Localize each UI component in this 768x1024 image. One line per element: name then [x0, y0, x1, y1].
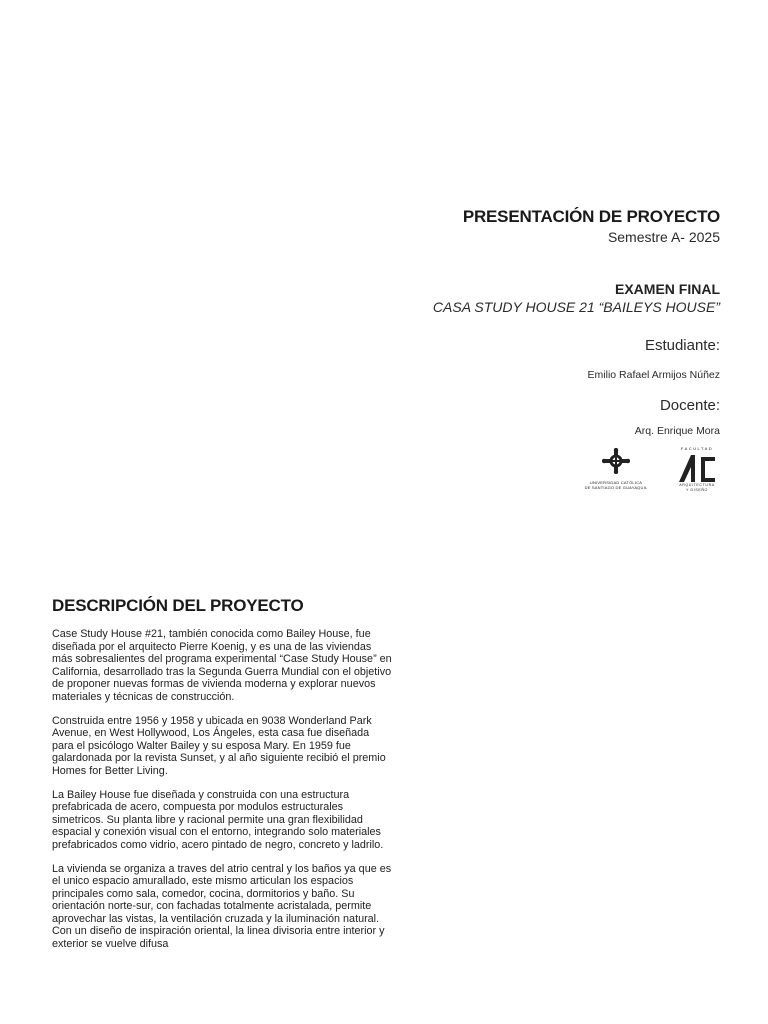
faculty-logo — [674, 446, 720, 492]
teacher-name: Arq. Enrique Mora — [634, 425, 720, 437]
ucsg-caption-1: UNIVERSIDAD CATÓLICA — [589, 480, 643, 485]
description-paragraph: La Bailey House fue diseñada y construida con una estructura prefabricada de acero, compuesta por modulos estructurales simetricos. Su planta libre y racional permite una gran flexibilidad espacial y conexión visual con el entorno, integrando solo materiales prefabricados como vidrio, acero pintado de negro, concreto y ladrilo. — [52, 788, 384, 851]
ucsg-cross-icon — [602, 448, 630, 474]
faculty-top-label: FACULTAD — [680, 446, 714, 451]
student-name: Emilio Rafael Armijos Núñez — [587, 369, 720, 381]
description-paragraph: Case Study House #21, también conocida como Bailey House, fue diseñada por el arquitecto Pierre Koenig, y es una de las viviendas más sobresalientes del programa experimental “Case Study House” en California, desarrollado tras la Segunda Guerra Mundial con el objetivo de proponer nuevas formas de vivienda moderna y explorar nuevos materiales y técnicas de construcción. — [52, 628, 392, 703]
project-description — [52, 596, 392, 962]
project-name: CASA STUDY HOUSE 21 “BAILEYS HOUSE” — [432, 299, 720, 315]
exam-label: EXAMEN FINAL — [615, 281, 720, 297]
description-paragraph: Construida entre 1956 y 1958 y ubicada en 9038 Wonderland Park Avenue, en West Hollywood, Los Ángeles, esta casa fue diseñada para el psicólogo Walter Bailey y su esposa Mary. En 1959 fue galardonada por la revista Sunset, y al año siguiente recibió el premio Homes for Better Living. — [52, 714, 386, 777]
ucsg-caption-2: DE SANTIAGO DE GUAYAQUIL — [584, 485, 648, 490]
presentation-title: PRESENTACIÓN DE PROYECTO — [462, 207, 720, 226]
faculty-bottom-2: Y DISEÑO — [686, 487, 708, 492]
description-paragraph: La vivienda se organiza a traves del atrio central y los baños ya que es el unico espacio amurallado, este mismo articulan los espacios principales como sala, comedor, cocina, dormitorios y baño. Su orientación norte-sur, con fachadas totalmente acristalada, permite aprovechar las vistas, la ventilación cruzada y la iluminación natural. Con un diseño de inspiración oriental, la linea divisoria entre interior y exterior se vuelve difusa — [52, 862, 392, 951]
teacher-label: Docente: — [659, 397, 720, 414]
student-label: Estudiante: — [644, 337, 720, 354]
semester-label: Semestre A- 2025 — [607, 229, 720, 245]
cover-block — [300, 206, 720, 438]
description-heading: DESCRIPCIÓN DEL PROYECTO — [52, 596, 304, 615]
institution-logos — [580, 448, 720, 496]
faculty-mark-icon — [677, 453, 717, 483]
ucsg-logo — [580, 448, 652, 490]
faculty-bottom-1: ARQUITECTURA — [679, 483, 715, 487]
